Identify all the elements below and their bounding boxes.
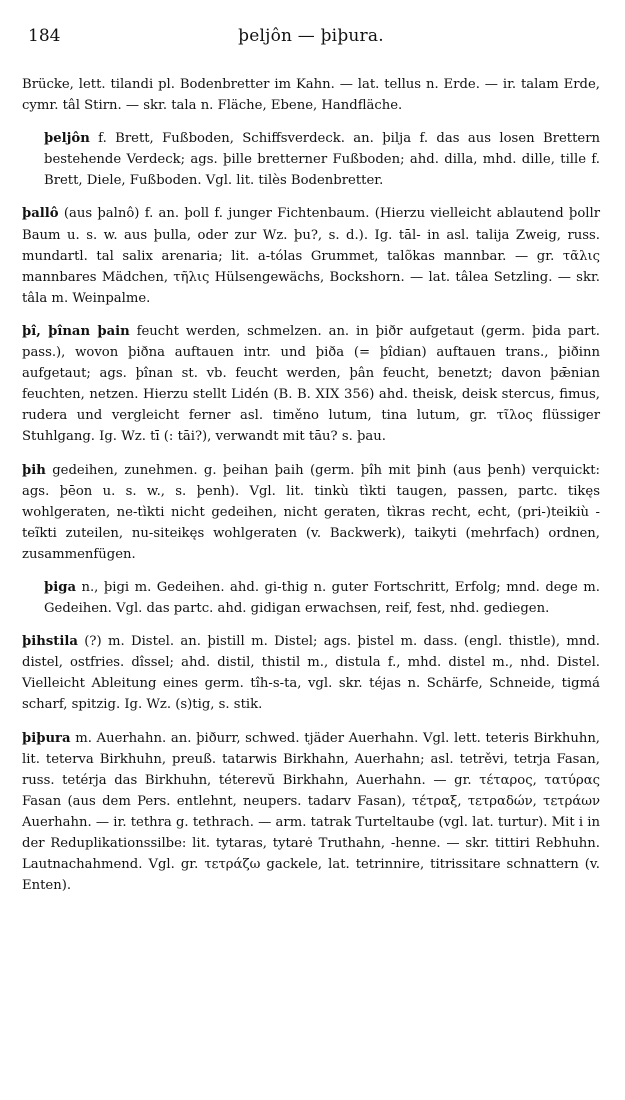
entry-text: (?) m. Distel. an. þistill m. Distel; ags. þistel m. dass. (engl. thistle), mnd. distel, ostfries. dîssel; ahd. distil, thistil m., distula f., mhd. distel m., nhd. Distel. Vielleicht Ableitung eines germ. tîh-s-ta, vgl. skr. téjas n. Schärfe, Schneide, tigmá scharf, spitzig. Ig. Wz. (s)tig, s. stik. — [22, 634, 600, 713]
headword: þih — [22, 462, 46, 478]
entry-theljon — [22, 128, 600, 191]
entry-text: (aus þalnô) f. an. þoll f. junger Fichtenbaum. (Hierzu vielleicht ablautend þollr Baum u. s. w. aus þulla, oder zur Wz. þu?, s. d.). Ig. tāl- in asl. talija Zweig, russ. mundartl. tal salix arenaria; lit. a-tólas Grummet, talõkas mannbar. — gr. τᾶλις mannbares Mädchen, τῆλις Hülsengewächs, Bockshorn. — lat. tâlea Setzling. — skr. tâla m. Weinpalme. — [22, 206, 600, 306]
running-head: þeljôn — þiþura. — [238, 26, 384, 46]
entry-thi — [22, 321, 600, 448]
entry-continuation — [22, 74, 600, 116]
entry-thiga — [22, 577, 600, 619]
entry-thihstila — [22, 631, 600, 715]
entry-text: m. Auerhahn. an. þiðurr, schwed. tjäder Auerhahn. Vgl. lett. teteris Birkhuhn, lit. teterva Birkhuhn, preuß. tatarwis Birkhahn, Auerhahn; asl. tetrěvi, tetrja Fasan, russ. tetérja das Birkhuhn, téterevŭ Birkhahn, Auerhahn. — gr. τέταρος, τατύρας Fasan (aus dem Pers. entlehnt, neupers. tadarv Fasan), τέτραξ, τετραδών, τετράων Auerhahn. — ir. tethra g. tethrach. — arm. tatrak Turteltaube (vgl. lat. turtur). Mit i in der Reduplikationssilbe: lit. tytaras, tytarė Truthahn, -henne. — skr. tittiri Rebhuhn. Lautnachahmend. Vgl. gr. τετράζω gackele, lat. tetrinnire, titrissitare schnattern (v. Enten). — [22, 730, 600, 894]
page-header — [22, 20, 600, 50]
entries — [22, 74, 600, 896]
entry-text: Brücke, lett. tilandi pl. Bodenbretter im Kahn. — lat. tellus n. Erde. — ir. talam Erde, cymr. tâl Stirn. — skr. tala n. Fläche, Ebene, Handfläche. — [22, 77, 600, 114]
entry-thih — [22, 460, 600, 565]
entry-thallo — [22, 203, 600, 308]
entry-thithura — [22, 728, 600, 897]
headword: þiga — [44, 579, 76, 595]
headword: þiþura — [22, 730, 71, 746]
page-number: 184 — [28, 26, 61, 46]
dictionary-page — [22, 20, 600, 908]
headword: þeljôn — [44, 131, 90, 147]
entry-text: feucht werden, schmelzen. an. in þiðr aufgetaut (germ. þida part. pass.), wovon þiðna auftauen intr. und þiða (= þîdian) auftauen trans., þiðinn aufgetaut; ags. þînan st. vb. feucht werden, þân feucht, benetzt; davon þǣnian feuchten, netzen. Hierzu stellt Lidén (B. B. XIX 356) ahd. theisk, deisk stercus, fimus, rudera und vergleicht ferner asl. timěno lutum, tina lutum, gr. τῖλος flüssiger Stuhlgang. Ig. Wz. tī (: tāi?), verwandt mit tāu? s. þau. — [22, 323, 600, 445]
entry-text: n., þigi m. Gedeihen. ahd. gi-thig n. guter Fortschritt, Erfolg; mnd. dege m. Gedeihen. Vgl. das partc. ahd. gidigan erwachsen, reif, fest, nhd. gediegen. — [44, 579, 600, 617]
headword: þihstila — [22, 634, 78, 650]
entry-text: f. Brett, Fußboden, Schiffsverdeck. an. þilja f. das aus losen Brettern bestehende Verdeck; ags. þille bretterner Fußboden; ahd. dilla, mhd. dille, tille f. Brett, Diele, Fußboden. Vgl. lit. tilès Bodenbretter. — [44, 131, 600, 189]
headword: þallô — [22, 206, 59, 222]
entry-text: gedeihen, zunehmen. g. þeihan þaih (germ. þîh mit þinh (aus þenh) verquickt: ags. þēon u. s. w., s. þenh). Vgl. lit. tinkù tìkti taugen, passen, partc. tikęs wohlgeraten, ne-tìkti nicht gedeihen, nicht geraten, tìkras recht, echt, (pri-)teikiù -teĩkti zuteilen, nu-siteikęs wohlgeraten (v. Backwerk), taikyti (mehrfach) ordnen, zusammenfügen. — [22, 462, 600, 562]
headword: þî, þînan þain — [22, 323, 130, 339]
